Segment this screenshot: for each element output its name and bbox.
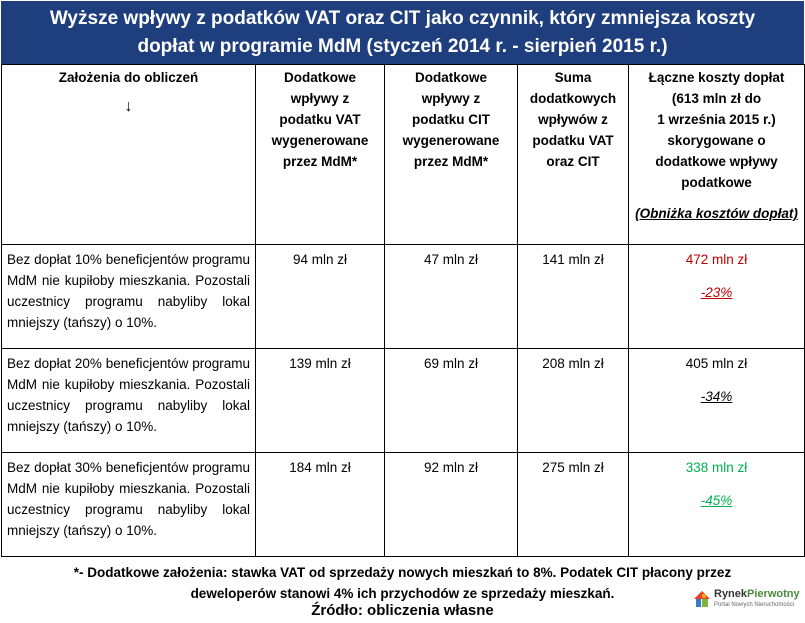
footnote xyxy=(0,562,805,604)
row-sum: 141 mln zł xyxy=(518,245,629,349)
row-vat: 94 mln zł xyxy=(256,245,385,349)
logo-wordmark: RynekPierwotny xyxy=(714,588,800,600)
row-cit: 47 mln zł xyxy=(385,245,518,349)
row-vat: 184 mln zł xyxy=(256,453,385,557)
row-cit: 69 mln zł xyxy=(385,349,518,453)
data-table xyxy=(1,64,805,557)
header-total-cost: Łączne koszty dopłat (613 mln zł do 1 września 2015 r.) skorygowane o dodatkowe wpływy podatkowe (Obniżka kosztów dopłat) xyxy=(629,65,805,245)
row-reduction: -23% xyxy=(700,285,733,300)
row-assumption: Bez dopłat 20% beneficjentów programu MdM nie kupiłoby mieszkania. Pozostali uczestnicy programu nabyliby lokal mniejszy (tańszy) o 10%. xyxy=(2,349,256,453)
row-reduction: -45% xyxy=(700,493,733,508)
down-arrow-icon: ↓ xyxy=(124,98,133,115)
row-total xyxy=(629,453,805,557)
header-assumptions: Założenia do obliczeń ↓ xyxy=(2,65,256,245)
row-vat: 139 mln zł xyxy=(256,349,385,453)
table-row xyxy=(2,245,805,349)
footnote-line-1: *- Dodatkowe założenia: stawka VAT od sprzedaży nowych mieszkań to 8%. Podatek CIT płacony przez xyxy=(73,565,732,580)
house-logo-icon xyxy=(692,589,712,609)
table-row xyxy=(2,453,805,557)
row-reduction: -34% xyxy=(700,389,733,404)
header-sum: Suma dodatkowych wpływów z podatku VAT oraz CIT xyxy=(518,65,629,245)
row-total-value: 472 mln zł xyxy=(685,252,748,267)
header-total-note: (Obniżka kosztów dopłat) xyxy=(635,206,798,221)
header-cit: Dodatkowe wpływy z podatku CIT wygenerowane przez MdM* xyxy=(385,65,518,245)
row-total xyxy=(629,245,805,349)
table-title-banner xyxy=(1,1,804,64)
logo-tagline: Portal Nowych Nieruchomości xyxy=(714,602,795,608)
table-row xyxy=(2,349,805,453)
table-header-row xyxy=(2,65,805,245)
title-line-2: dopłat w programie MdM (styczeń 2014 r. - sierpień 2015 r.) xyxy=(137,36,668,57)
row-assumption: Bez dopłat 10% beneficjentów programu MdM nie kupiłoby mieszkania. Pozostali uczestnicy programu nabyliby lokal mniejszy (tańszy) o 10%. xyxy=(2,245,256,349)
source-note: Źródło: obliczenia własne xyxy=(311,602,494,619)
row-total-value: 338 mln zł xyxy=(685,460,748,475)
header-vat: Dodatkowe wpływy z podatku VAT wygenerowane przez MdM* xyxy=(256,65,385,245)
row-assumption: Bez dopłat 30% beneficjentów programu MdM nie kupiłoby mieszkania. Pozostali uczestnicy programu nabyliby lokal mniejszy (tańszy) o 10%. xyxy=(2,453,256,557)
row-sum: 208 mln zł xyxy=(518,349,629,453)
row-total-value: 405 mln zł xyxy=(685,356,748,371)
footnote-line-2: deweloperów stanowi 4% ich przychodów ze sprzedaży mieszkań. xyxy=(190,586,615,601)
title-line-1: Wyższe wpływy z podatków VAT oraz CIT jako czynnik, który zmniejsza koszty xyxy=(49,8,756,29)
row-total xyxy=(629,349,805,453)
row-sum: 275 mln zł xyxy=(518,453,629,557)
row-cit: 92 mln zł xyxy=(385,453,518,557)
rynekpierwotny-logo xyxy=(692,588,802,620)
